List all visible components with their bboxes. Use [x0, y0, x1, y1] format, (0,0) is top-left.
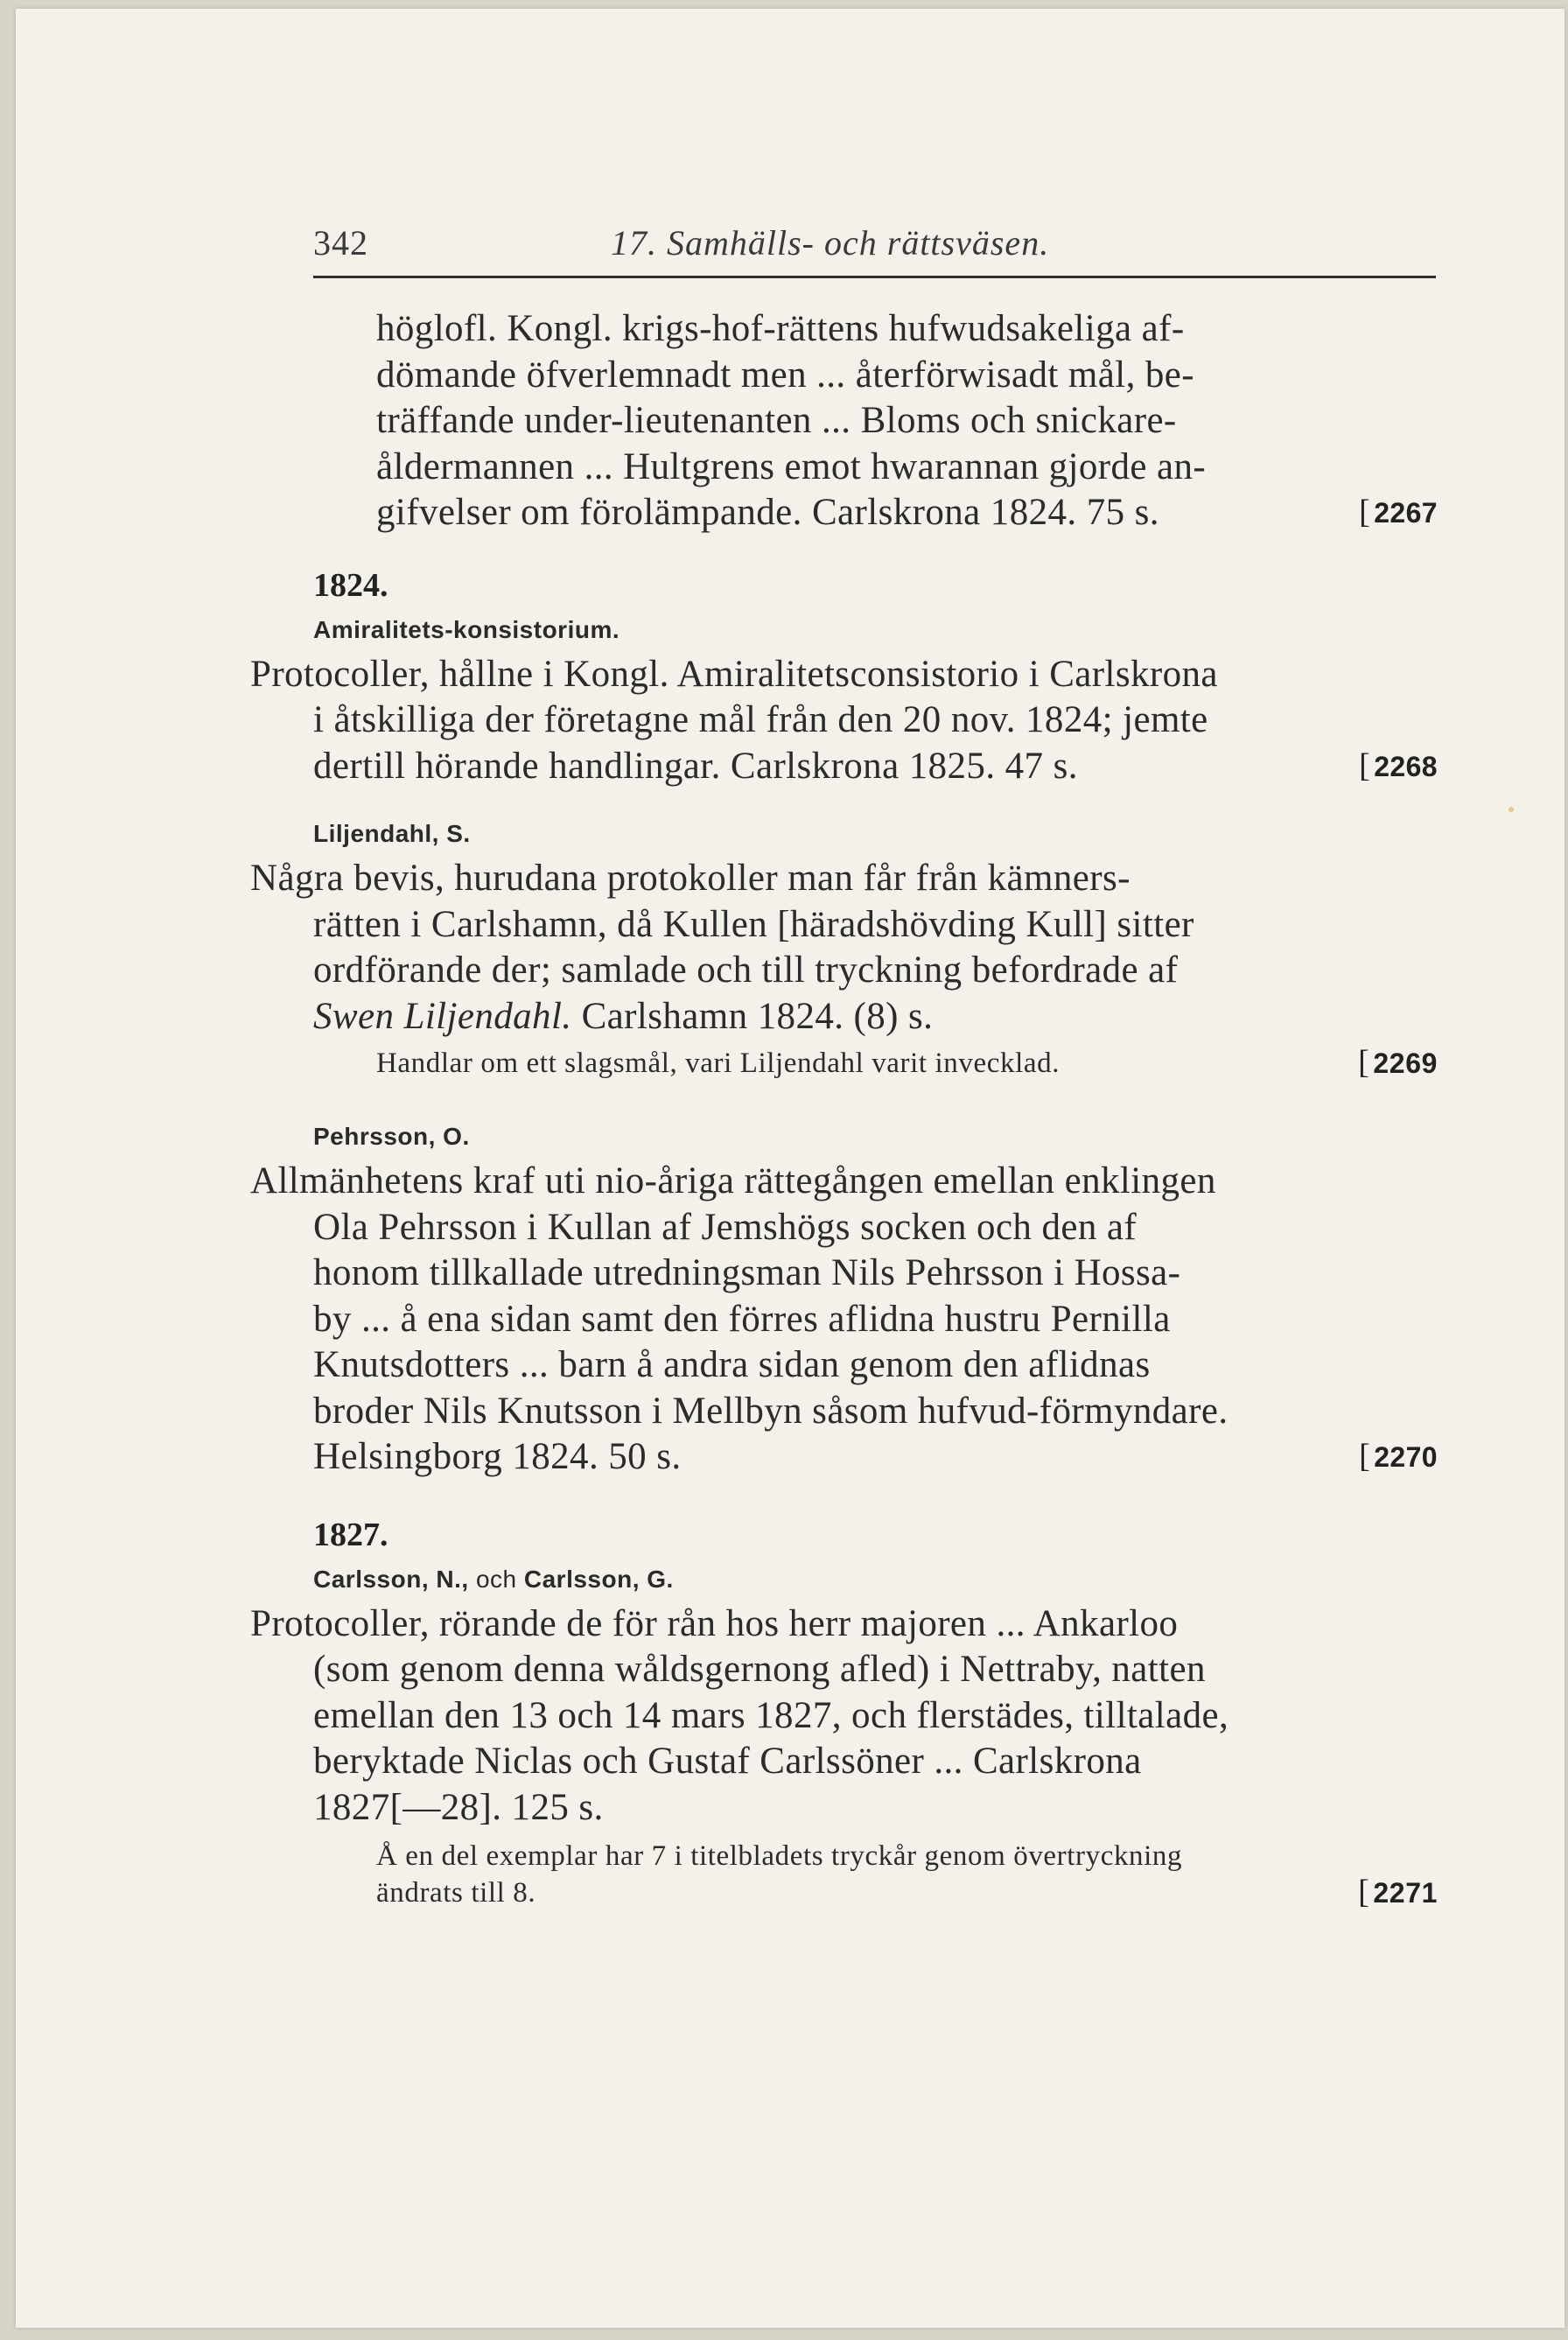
entry-line: dömande öfverlemnadt men ... återförwisadt mål, be- [376, 354, 1195, 396]
entry-line: ordförande der; samlade och till tryckning befordrade af [313, 949, 1179, 991]
entry-2270 [250, 1159, 1438, 1481]
note-line: Å en del exemplar har 7 i titelbladets tryckår genom övertryckning [376, 1840, 1183, 1872]
entry-line: gifvelser om förolämpande. Carlskrona 1824. 75 s. [376, 492, 1159, 533]
year-heading: 1827. [313, 1516, 388, 1553]
header-rule [313, 276, 1436, 278]
entry-line: 1827[—28]. 125 s. [313, 1786, 604, 1828]
entry-line: Några bevis, hurudana protokoller man får från kämners- [250, 858, 1130, 899]
note-line: Handlar om ett slagsmål, vari Liljendahl varit invecklad. [376, 1047, 1060, 1079]
entry-2268 [250, 652, 1438, 790]
entry-line: Helsingborg 1824. 50 s. [313, 1436, 682, 1477]
entry-line: beryktade Niclas och Gustaf Carlssöner ... Carlskrona [313, 1741, 1142, 1782]
entry-2271 [250, 1601, 1438, 1832]
author-heading: Amiralitets-konsistorium. [313, 615, 620, 643]
entry-2267 [313, 306, 1438, 536]
entry-line: åldermannen ... Hultgrens emot hwarannan gjorde an- [376, 445, 1207, 487]
page-header [313, 222, 1433, 275]
entry-number: [ 2268 [1359, 746, 1438, 784]
note-line: ändrats till 8. [376, 1877, 536, 1909]
year-heading: 1824. [313, 566, 388, 604]
chapter-title: 17. Samhälls- och rättsväsen. [611, 223, 1050, 263]
entry-number: [ 2270 [1359, 1438, 1438, 1475]
entry-number: [ 2269 [1358, 1044, 1438, 1081]
page-content [250, 306, 1438, 1911]
entry-line: träffande under-lieutenanten ... Bloms och snickare- [376, 400, 1177, 441]
entry-line: honom tillkallade utredningsman Nils Pehrsson i Hossa- [313, 1252, 1181, 1293]
entry-note [313, 1045, 1438, 1082]
entry-line: (som genom denna wåldsgernong afled) i Nettraby, natten [313, 1649, 1206, 1690]
entry-line: by ... å ena sidan samt den förres aflidna hustru Pernilla [313, 1298, 1171, 1340]
entry-line: rätten i Carlshamn, då Kullen [häradshövding Kull] sitter [313, 903, 1194, 945]
entry-line: Protocoller, rörande de för rån hos herr majoren ... Ankarloo [250, 1602, 1179, 1644]
author-heading: Liljendahl, S. [313, 820, 471, 847]
entry-line: dertill hörande handlingar. Carlskrona 1825. 47 s. [313, 745, 1078, 787]
entry-2269 [250, 856, 1438, 1040]
author-heading: Carlsson, N., och Carlsson, G. [313, 1565, 674, 1593]
book-page [16, 9, 1564, 2328]
entry-line: Allmänhetens kraf uti nio-åriga rättegången emellan enklingen [250, 1160, 1216, 1202]
entry-line: Protocoller, hållne i Kongl. Amiralitetsconsistorio i Carlskrona [250, 653, 1218, 695]
entry-line: i åtskilliga der företagne mål från den 20 nov. 1824; jemte [313, 699, 1208, 740]
entry-note [313, 1838, 1438, 1911]
entry-line: Ola Pehrsson i Kullan af Jemshögs socken och den af [313, 1206, 1138, 1248]
page-number: 342 [313, 223, 368, 263]
entry-number: [ 2267 [1359, 494, 1438, 530]
entry-line: höglofl. Kongl. krigs-hof-rättens hufwudsakeliga af- [376, 308, 1185, 349]
entry-number: [ 2271 [1358, 1874, 1438, 1910]
entry-line: emellan den 13 och 14 mars 1827, och flerstädes, tilltalade, [313, 1694, 1229, 1736]
entry-line: Knutsdotters ... barn å andra sidan genom den aflidnas [313, 1344, 1151, 1385]
entry-line: Swen Liljendahl. Carlshamn 1824. (8) s. [313, 995, 934, 1037]
paper-spot [1508, 807, 1514, 812]
entry-line: broder Nils Knutsson i Mellbyn såsom hufvud-förmyndare. [313, 1390, 1228, 1432]
author-heading: Pehrsson, O. [313, 1123, 470, 1150]
